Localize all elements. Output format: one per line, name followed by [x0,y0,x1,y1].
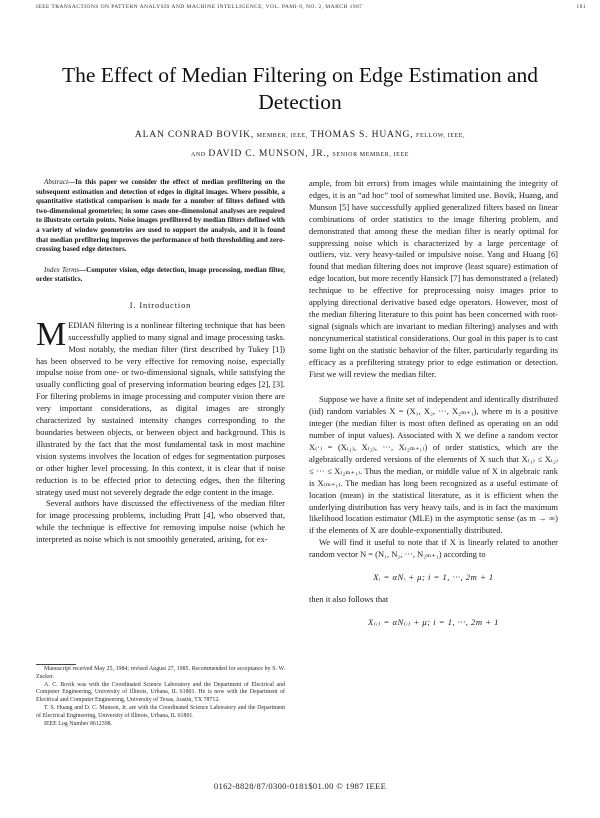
drop-cap: M [36,315,67,353]
footnote-bovik: A. C. Bovik was with the Coordinated Science Laboratory and the Department of Electrical and Computer Engineering, University of Illinois, Urbana, IL 61801. He is now with the Department of Electrical and Computer Engineering, University of Texas, Austin, TX 78712. [36,681,285,704]
index-terms-text: —Computer vision, edge detection, image processing, median filter, order statistics. [36,265,285,284]
author-block [40,126,560,164]
right-column [309,178,558,818]
abstract-lead: Abstract [44,178,69,186]
author-line-1 [40,126,560,145]
author-name: THOMAS S. HUANG, [310,129,414,140]
paper-title: The Effect of Median Filtering on Edge Estimation and Detection [61,63,539,114]
right-paragraph-2: Suppose we have a finite set of independent and identically distributed (iid) random variables X = (X₁, X₂, ···, X₂ₘ₊₁), where m is a positive integer (the median filter is most often defined as operating on an odd number of input values). Associated with X we define a random vector X₍·₎ = (X₍₁₎, X₍₂₎, ···, X₍₂ₘ₊₁₎) of order statistics, which are the algebraically ordered versions of the elements of X such that X₍₁₎ ≤ X₍₂₎ ≤ ··· ≤ X₍₂ₘ₊₁₎. Thus the median, or middle value of X in algebraic rank is X₍ₘ₊₁₎. The median has long been recognized as a useful estimate of location (mean) in the statistical literature, as it is efficient when the underlying distribution has very heavy tails, and is in fact the maximum likelihood location estimator (MLE) in the asymptotic sense (as m → ∞) if the elements of X are double-exponentially distributed. [309,394,558,536]
author-conjunction: AND [191,152,206,158]
equation-1: Xᵢ = αNᵢ + μ; i = 1, ···, 2m + 1 [373,572,494,583]
right-paragraph-4: then it also follows that [309,594,389,604]
author-affiliation-role: SENIOR MEMBER, IEEE [332,152,409,158]
footnote-rule [36,664,76,665]
footnote-huang-munson: T. S. Huang and D. C. Munson, Jr. are with the Coordinated Science Laboratory and the Department of Electrical Engineering, University of Illinois, Urbana, IL 61801. [36,704,285,719]
author-affiliation-role: MEMBER, IEEE, [256,133,308,139]
page-number: 181 [576,4,586,10]
author-affiliation-role: FELLOW, IEEE, [416,133,466,139]
footnote-manuscript: Manuscript received May 25, 1984; revised August 27, 1985. Recommended for acceptance by S. W. Zucker. [36,666,285,680]
abstract [36,178,285,255]
intro-paragraph-1 [36,315,285,499]
author-line-2 [40,145,560,164]
index-terms [36,266,285,285]
index-terms-lead: Index Terms [44,265,79,274]
intro-text-1: EDIAN filtering is a nonlinear filtering technique that has been successfully applied to many signal and image processing tasks. Most notably, the median filter (first described by Tukey [1]) has been observed to be very effective for removing noise, especially impulse noise from one- or two-dimensional signals, while satisfying the usually conflicting goal of preserving information bearing edges [2], [3]. For filtering problems in image processing and computer vision there are very important considerations, as digital images are strongly characterized by sustained intensity changes corresponding to the boundaries between objects, or between object and background. This is illustrated by the fact that the most fundamental task in most machine vision systems involves the location of edges for segmentation purposes or other higher level processing. In this context, it is clear that if noise reduction is to be effected prior to detecting edges, then the filtering strategy used must not severely degrade the edge content in the image. [36,319,285,497]
journal-header: IEEE TRANSACTIONS ON PATTERN ANALYSIS AND MACHINE INTELLIGENCE, VOL. PAMI-9, NO. 2, MARCH 1987 [36,4,363,10]
abstract-text: —In this paper we consider the effect of median prefiltering on the subsequent estimation and detection of edges in digital images. Where possible, a quantitative statistical comparison is made for a number of filters defined with two-dimensional geometries; in some cases one-dimensional analyses are required to illustrate certain points. Noise images prefiltered by median filters defined with a variety of window geometries are used to support the analysis, and it is found that median prefiltering improves the performance of both thresholding and zero-crossing based edge detectors. [36,178,285,254]
footnotes [36,666,285,728]
section-heading: I. Introduction [129,300,192,310]
author-name: DAVID C. MUNSON, JR., [208,148,330,159]
right-paragraph-3: We will find it useful to note that if X is linearly related to another random vector N = (N₁, N₂, ···, N₂ₘ₊₁) according to [309,537,558,560]
left-column [36,178,285,694]
intro-paragraph-2: Several authors have discussed the effectiveness of the median filter for image processing problems, including Pratt [4], who observed that, while the technique is effective for removing impulse noise (which he interpreted as noise which is not smoothly generated, arising, for ex- [36,498,285,545]
running-header [36,4,586,10]
footnote-log-number: IEEE Log Number 8612398. [44,720,113,727]
right-paragraph-1: ample, from bit errors) from images while maintaining the integrity of edges, it is an “ad hoc” tool of somewhat limited use. Bovik, Huang, and Munson [5] have successfully applied generalized filters based on linear combinations of order statistics to the image filtering problem, and demonstrated that among these the median filter is nearly optimal for suppressing noise which is characterized by a large percentage of outliers, viz. very heavy-tailed or impulsive noise. Yang and Huang [6] found that median filtering does not improve (least square) estimation of edge location, but more recently Hansick [7] has demonstrated a (related) technique to be effective for preprocessing noisy images prior to applying directional derivative based edge operators. However, most of the median filtering literature to this point has been concerned with root-signal (signals which are invariant to median filtering) analyses and with noncynumerical statistical considerations. Our goal in this paper is to cast some light on the statistic behavior of the filter, particularly regarding its efficacy as a prefiltering strategy prior to edge estimation or detection. First we will review the median filter. [309,178,558,379]
equation-2: X₍ᵢ₎ = αN₍ᵢ₎ + μ; i = 1, ···, 2m + 1 [368,616,499,627]
copyright-line: 0162-8828/87/0300-0181$01.00 © 1987 IEEE [213,781,387,791]
author-name: ALAN CONRAD BOVIK, [134,129,255,140]
